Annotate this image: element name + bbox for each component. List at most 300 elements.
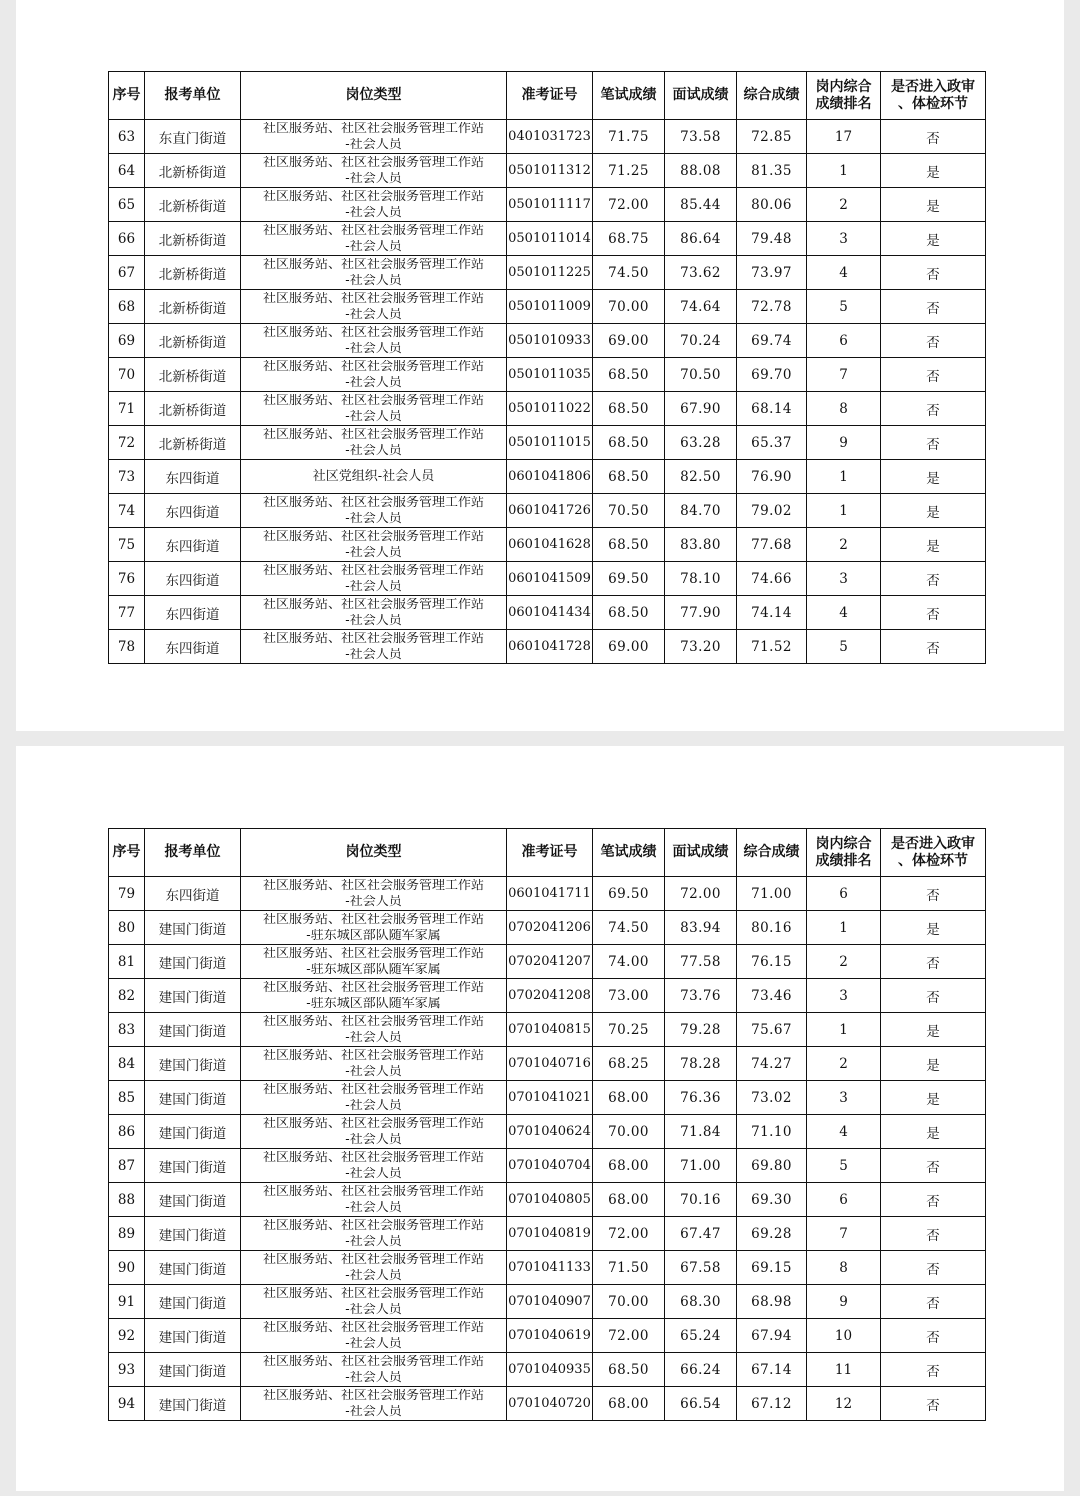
cell-type [241, 1217, 507, 1251]
cell-seq: 74 [109, 494, 145, 528]
cell-type-line2: -社会人员 [345, 205, 402, 220]
cell-enter: 否 [881, 1387, 986, 1421]
cell-type-line2: -社会人员 [345, 579, 402, 594]
cell-total-score: 72.78 [737, 290, 807, 324]
cell-type-line2: -驻东城区部队随军家属 [306, 962, 441, 977]
table-body [109, 120, 986, 664]
cell-unit: 建国门街道 [145, 1251, 241, 1285]
cell-type [241, 1353, 507, 1387]
cell-rank: 1 [807, 154, 881, 188]
cell-seq: 87 [109, 1149, 145, 1183]
table-row [109, 979, 986, 1013]
header-unit: 报考单位 [145, 72, 241, 120]
cell-enter: 否 [881, 1183, 986, 1217]
cell-seq: 94 [109, 1387, 145, 1421]
cell-exam-id: 0702041208 [507, 979, 593, 1013]
cell-type-line2: -社会人员 [345, 1098, 402, 1113]
cell-total-score: 71.00 [737, 877, 807, 911]
cell-rank: 1 [807, 494, 881, 528]
cell-type [241, 290, 507, 324]
cell-interview-score: 85.44 [665, 188, 737, 222]
cell-type [241, 1047, 507, 1081]
table-row [109, 945, 986, 979]
cell-total-score: 72.85 [737, 120, 807, 154]
cell-exam-id: 0501011117 [507, 188, 593, 222]
cell-unit: 建国门街道 [145, 911, 241, 945]
cell-exam-id: 0401031723 [507, 120, 593, 154]
cell-enter: 否 [881, 562, 986, 596]
cell-written-score: 74.50 [593, 911, 665, 945]
cell-enter: 否 [881, 877, 986, 911]
cell-enter: 是 [881, 1013, 986, 1047]
cell-total-score: 69.30 [737, 1183, 807, 1217]
header-type: 岗位类型 [241, 829, 507, 877]
cell-type-line1: 社区服务站、社区社会服务管理工作站 [262, 291, 484, 306]
cell-rank: 9 [807, 426, 881, 460]
cell-type [241, 222, 507, 256]
cell-unit: 北新桥街道 [145, 256, 241, 290]
cell-unit: 北新桥街道 [145, 324, 241, 358]
cell-unit: 北新桥街道 [145, 358, 241, 392]
cell-type [241, 1285, 507, 1319]
cell-type-line1: 社区服务站、社区社会服务管理工作站 [262, 223, 484, 238]
cell-rank: 3 [807, 562, 881, 596]
cell-enter: 是 [881, 1081, 986, 1115]
cell-written-score: 68.00 [593, 1149, 665, 1183]
cell-exam-id: 0501011312 [507, 154, 593, 188]
cell-exam-id: 0501011014 [507, 222, 593, 256]
cell-enter: 否 [881, 1319, 986, 1353]
cell-type [241, 979, 507, 1013]
cell-enter: 是 [881, 1115, 986, 1149]
table-row [109, 1387, 986, 1421]
cell-type [241, 120, 507, 154]
cell-enter: 否 [881, 358, 986, 392]
cell-total-score: 74.14 [737, 596, 807, 630]
cell-written-score: 68.00 [593, 1387, 665, 1421]
cell-total-score: 67.14 [737, 1353, 807, 1387]
cell-enter: 否 [881, 596, 986, 630]
cell-unit: 东四街道 [145, 528, 241, 562]
cell-enter: 否 [881, 290, 986, 324]
cell-seq: 76 [109, 562, 145, 596]
table-row [109, 1081, 986, 1115]
table-row [109, 324, 986, 358]
cell-type-line2: -社会人员 [345, 1404, 402, 1419]
cell-unit: 东四街道 [145, 460, 241, 494]
cell-unit: 建国门街道 [145, 1115, 241, 1149]
cell-type-line1: 社区服务站、社区社会服务管理工作站 [262, 1082, 484, 1097]
cell-seq: 90 [109, 1251, 145, 1285]
header-enter-line1: 是否进入政审 [891, 835, 975, 852]
cell-type-line2: -社会人员 [345, 307, 402, 322]
cell-exam-id: 0701040624 [507, 1115, 593, 1149]
cell-rank: 1 [807, 911, 881, 945]
header-rank [807, 829, 881, 877]
header-written: 笔试成绩 [593, 72, 665, 120]
cell-rank: 17 [807, 120, 881, 154]
cell-type-line1: 社区服务站、社区社会服务管理工作站 [262, 325, 484, 340]
cell-type-line2: -社会人员 [345, 239, 402, 254]
cell-type-line2: -社会人员 [345, 1268, 402, 1283]
header-exam: 准考证号 [507, 72, 593, 120]
cell-rank: 7 [807, 358, 881, 392]
header-exam: 准考证号 [507, 829, 593, 877]
cell-exam-id: 0601041728 [507, 630, 593, 664]
cell-type [241, 392, 507, 426]
table-header-row [109, 829, 986, 877]
table-row [109, 426, 986, 460]
cell-type [241, 154, 507, 188]
cell-written-score: 68.00 [593, 1183, 665, 1217]
cell-interview-score: 84.70 [665, 494, 737, 528]
cell-seq: 79 [109, 877, 145, 911]
cell-type-line1: 社区服务站、社区社会服务管理工作站 [262, 1048, 484, 1063]
cell-enter: 是 [881, 528, 986, 562]
header-unit: 报考单位 [145, 829, 241, 877]
table-row [109, 630, 986, 664]
cell-exam-id: 0501010933 [507, 324, 593, 358]
table-row [109, 154, 986, 188]
cell-type-line1: 社区服务站、社区社会服务管理工作站 [262, 189, 484, 204]
cell-type [241, 426, 507, 460]
cell-total-score: 73.46 [737, 979, 807, 1013]
cell-written-score: 72.00 [593, 1217, 665, 1251]
cell-interview-score: 83.94 [665, 911, 737, 945]
table-body [109, 877, 986, 1421]
table-header-row [109, 72, 986, 120]
cell-written-score: 68.75 [593, 222, 665, 256]
cell-type [241, 528, 507, 562]
header-enter-line2: 、体检环节 [898, 852, 968, 869]
table-row [109, 256, 986, 290]
cell-unit: 建国门街道 [145, 1149, 241, 1183]
cell-type-line1: 社区服务站、社区社会服务管理工作站 [262, 1354, 484, 1369]
header-interview: 面试成绩 [665, 72, 737, 120]
cell-type-line2: -社会人员 [345, 375, 402, 390]
cell-type-line1: 社区服务站、社区社会服务管理工作站 [262, 1252, 484, 1267]
cell-seq: 84 [109, 1047, 145, 1081]
cell-seq: 80 [109, 911, 145, 945]
cell-rank: 5 [807, 1149, 881, 1183]
cell-exam-id: 0702041206 [507, 911, 593, 945]
cell-written-score: 73.00 [593, 979, 665, 1013]
cell-rank: 6 [807, 1183, 881, 1217]
cell-written-score: 68.25 [593, 1047, 665, 1081]
cell-interview-score: 77.58 [665, 945, 737, 979]
cell-type-line1: 社区服务站、社区社会服务管理工作站 [262, 980, 484, 995]
cell-unit: 东四街道 [145, 877, 241, 911]
table-row [109, 1013, 986, 1047]
cell-seq: 86 [109, 1115, 145, 1149]
cell-seq: 89 [109, 1217, 145, 1251]
cell-enter: 是 [881, 460, 986, 494]
cell-seq: 72 [109, 426, 145, 460]
table-row [109, 392, 986, 426]
cell-interview-score: 78.28 [665, 1047, 737, 1081]
cell-unit: 北新桥街道 [145, 188, 241, 222]
cell-exam-id: 0701040720 [507, 1387, 593, 1421]
cell-exam-id: 0501011009 [507, 290, 593, 324]
cell-seq: 77 [109, 596, 145, 630]
cell-enter: 否 [881, 1285, 986, 1319]
cell-exam-id: 0501011015 [507, 426, 593, 460]
cell-enter: 是 [881, 494, 986, 528]
cell-enter: 否 [881, 630, 986, 664]
table-row [109, 1285, 986, 1319]
cell-type-line1: 社区服务站、社区社会服务管理工作站 [262, 1150, 484, 1165]
cell-unit: 东直门街道 [145, 120, 241, 154]
cell-type-line2: -社会人员 [345, 511, 402, 526]
cell-exam-id: 0601041628 [507, 528, 593, 562]
cell-seq: 81 [109, 945, 145, 979]
cell-total-score: 73.02 [737, 1081, 807, 1115]
cell-seq: 73 [109, 460, 145, 494]
cell-type-line1: 社区服务站、社区社会服务管理工作站 [262, 1184, 484, 1199]
cell-interview-score: 88.08 [665, 154, 737, 188]
cell-rank: 6 [807, 324, 881, 358]
cell-type: 社区党组织-社会人员 [241, 460, 507, 494]
table-row [109, 528, 986, 562]
header-total: 综合成绩 [737, 829, 807, 877]
cell-type-line2: -社会人员 [345, 273, 402, 288]
cell-interview-score: 77.90 [665, 596, 737, 630]
cell-seq: 75 [109, 528, 145, 562]
cell-type [241, 562, 507, 596]
cell-interview-score: 67.90 [665, 392, 737, 426]
cell-unit: 东四街道 [145, 596, 241, 630]
table-row [109, 877, 986, 911]
table-row [109, 1353, 986, 1387]
cell-type [241, 1183, 507, 1217]
header-rank-line2: 成绩排名 [815, 95, 872, 112]
cell-type-line2: -驻东城区部队随军家属 [306, 996, 441, 1011]
cell-enter: 否 [881, 1353, 986, 1387]
cell-total-score: 71.52 [737, 630, 807, 664]
cell-written-score: 68.50 [593, 1353, 665, 1387]
header-rank [807, 72, 881, 120]
cell-rank: 2 [807, 945, 881, 979]
cell-type [241, 1387, 507, 1421]
cell-written-score: 69.50 [593, 562, 665, 596]
cell-unit: 北新桥街道 [145, 154, 241, 188]
cell-type-line1: 社区服务站、社区社会服务管理工作站 [262, 359, 484, 374]
cell-total-score: 80.06 [737, 188, 807, 222]
table-row [109, 460, 986, 494]
cell-exam-id: 0601041726 [507, 494, 593, 528]
cell-type [241, 256, 507, 290]
cell-rank: 5 [807, 630, 881, 664]
cell-written-score: 70.00 [593, 290, 665, 324]
cell-exam-id: 0701040819 [507, 1217, 593, 1251]
cell-interview-score: 66.54 [665, 1387, 737, 1421]
cell-interview-score: 73.58 [665, 120, 737, 154]
cell-type-line2: -社会人员 [345, 545, 402, 560]
cell-exam-id: 0701041021 [507, 1081, 593, 1115]
cell-type-line1: 社区服务站、社区社会服务管理工作站 [262, 1014, 484, 1029]
cell-written-score: 68.00 [593, 1081, 665, 1115]
header-rank-line1: 岗内综合 [815, 78, 872, 95]
cell-total-score: 69.70 [737, 358, 807, 392]
table-row [109, 120, 986, 154]
cell-type-line1: 社区服务站、社区社会服务管理工作站 [262, 1116, 484, 1131]
cell-interview-score: 68.30 [665, 1285, 737, 1319]
table-row [109, 222, 986, 256]
cell-total-score: 75.67 [737, 1013, 807, 1047]
cell-total-score: 69.80 [737, 1149, 807, 1183]
cell-type [241, 1115, 507, 1149]
table-row [109, 1149, 986, 1183]
table-row [109, 911, 986, 945]
cell-rank: 5 [807, 290, 881, 324]
cell-enter: 是 [881, 1047, 986, 1081]
cell-rank: 7 [807, 1217, 881, 1251]
cell-total-score: 81.35 [737, 154, 807, 188]
cell-type-line2: -社会人员 [345, 1030, 402, 1045]
cell-type-line2: -社会人员 [345, 1064, 402, 1079]
cell-enter: 否 [881, 392, 986, 426]
header-seq: 序号 [109, 829, 145, 877]
results-table-page-2 [108, 828, 986, 1421]
cell-written-score: 74.00 [593, 945, 665, 979]
cell-enter: 否 [881, 1149, 986, 1183]
cell-interview-score: 83.80 [665, 528, 737, 562]
cell-total-score: 79.48 [737, 222, 807, 256]
cell-unit: 建国门街道 [145, 945, 241, 979]
table-row [109, 1115, 986, 1149]
table-row [109, 562, 986, 596]
cell-written-score: 70.00 [593, 1115, 665, 1149]
cell-interview-score: 79.28 [665, 1013, 737, 1047]
cell-type [241, 596, 507, 630]
cell-type-line2: -社会人员 [345, 409, 402, 424]
cell-total-score: 68.98 [737, 1285, 807, 1319]
cell-interview-score: 82.50 [665, 460, 737, 494]
cell-written-score: 68.50 [593, 392, 665, 426]
cell-type-line1: 社区服务站、社区社会服务管理工作站 [262, 1218, 484, 1233]
cell-seq: 70 [109, 358, 145, 392]
cell-type-line1: 社区服务站、社区社会服务管理工作站 [262, 597, 484, 612]
cell-interview-score: 70.50 [665, 358, 737, 392]
cell-type-line2: -社会人员 [345, 1302, 402, 1317]
cell-interview-score: 63.28 [665, 426, 737, 460]
cell-written-score: 70.25 [593, 1013, 665, 1047]
cell-type-line1: 社区服务站、社区社会服务管理工作站 [262, 1286, 484, 1301]
cell-enter: 否 [881, 256, 986, 290]
cell-rank: 2 [807, 1047, 881, 1081]
cell-rank: 4 [807, 256, 881, 290]
cell-type-line2: -社会人员 [345, 613, 402, 628]
cell-type [241, 188, 507, 222]
cell-total-score: 69.74 [737, 324, 807, 358]
cell-type [241, 1081, 507, 1115]
cell-exam-id: 0601041434 [507, 596, 593, 630]
cell-unit: 北新桥街道 [145, 392, 241, 426]
table-row [109, 290, 986, 324]
cell-total-score: 80.16 [737, 911, 807, 945]
cell-rank: 1 [807, 1013, 881, 1047]
cell-unit: 北新桥街道 [145, 290, 241, 324]
table-row [109, 596, 986, 630]
cell-rank: 4 [807, 596, 881, 630]
header-seq: 序号 [109, 72, 145, 120]
cell-rank: 1 [807, 460, 881, 494]
cell-interview-score: 67.47 [665, 1217, 737, 1251]
cell-type [241, 1319, 507, 1353]
cell-rank: 2 [807, 188, 881, 222]
cell-seq: 64 [109, 154, 145, 188]
header-total: 综合成绩 [737, 72, 807, 120]
cell-interview-score: 74.64 [665, 290, 737, 324]
cell-type [241, 494, 507, 528]
cell-type-line2: -社会人员 [345, 171, 402, 186]
cell-rank: 11 [807, 1353, 881, 1387]
cell-unit: 东四街道 [145, 562, 241, 596]
cell-rank: 3 [807, 222, 881, 256]
cell-exam-id: 0601041509 [507, 562, 593, 596]
cell-enter: 是 [881, 188, 986, 222]
cell-written-score: 69.50 [593, 877, 665, 911]
table-row [109, 1251, 986, 1285]
cell-type-line1: 社区服务站、社区社会服务管理工作站 [262, 878, 484, 893]
document-page-1 [16, 0, 1064, 731]
cell-type [241, 1013, 507, 1047]
cell-type-line2: -社会人员 [345, 1370, 402, 1385]
cell-type [241, 630, 507, 664]
cell-exam-id: 0701040704 [507, 1149, 593, 1183]
header-written: 笔试成绩 [593, 829, 665, 877]
cell-interview-score: 71.00 [665, 1149, 737, 1183]
cell-written-score: 70.50 [593, 494, 665, 528]
cell-interview-score: 73.76 [665, 979, 737, 1013]
cell-enter: 否 [881, 324, 986, 358]
cell-type-line2: -社会人员 [345, 443, 402, 458]
cell-seq: 93 [109, 1353, 145, 1387]
header-enter-line2: 、体检环节 [898, 95, 968, 112]
cell-interview-score: 71.84 [665, 1115, 737, 1149]
cell-unit: 北新桥街道 [145, 222, 241, 256]
header-interview: 面试成绩 [665, 829, 737, 877]
cell-type-line2: -社会人员 [345, 137, 402, 152]
cell-type-line1: 社区服务站、社区社会服务管理工作站 [262, 912, 484, 927]
cell-type-line2: -社会人员 [345, 1234, 402, 1249]
cell-unit: 建国门街道 [145, 1387, 241, 1421]
cell-interview-score: 70.16 [665, 1183, 737, 1217]
cell-enter: 否 [881, 1251, 986, 1285]
cell-type-line1: 社区服务站、社区社会服务管理工作站 [262, 155, 484, 170]
cell-type-line1: 社区服务站、社区社会服务管理工作站 [262, 631, 484, 646]
cell-written-score: 71.25 [593, 154, 665, 188]
cell-total-score: 73.97 [737, 256, 807, 290]
cell-type [241, 1251, 507, 1285]
cell-total-score: 74.66 [737, 562, 807, 596]
results-table-page-1 [108, 71, 986, 664]
cell-enter: 否 [881, 120, 986, 154]
cell-exam-id: 0701040619 [507, 1319, 593, 1353]
cell-total-score: 67.94 [737, 1319, 807, 1353]
cell-interview-score: 78.10 [665, 562, 737, 596]
cell-exam-id: 0601041711 [507, 877, 593, 911]
table-row [109, 1217, 986, 1251]
cell-type-line2: -社会人员 [345, 894, 402, 909]
cell-interview-score: 65.24 [665, 1319, 737, 1353]
cell-written-score: 68.50 [593, 358, 665, 392]
cell-rank: 8 [807, 1251, 881, 1285]
cell-exam-id: 0601041806 [507, 460, 593, 494]
header-type: 岗位类型 [241, 72, 507, 120]
cell-total-score: 69.15 [737, 1251, 807, 1285]
cell-total-score: 68.14 [737, 392, 807, 426]
